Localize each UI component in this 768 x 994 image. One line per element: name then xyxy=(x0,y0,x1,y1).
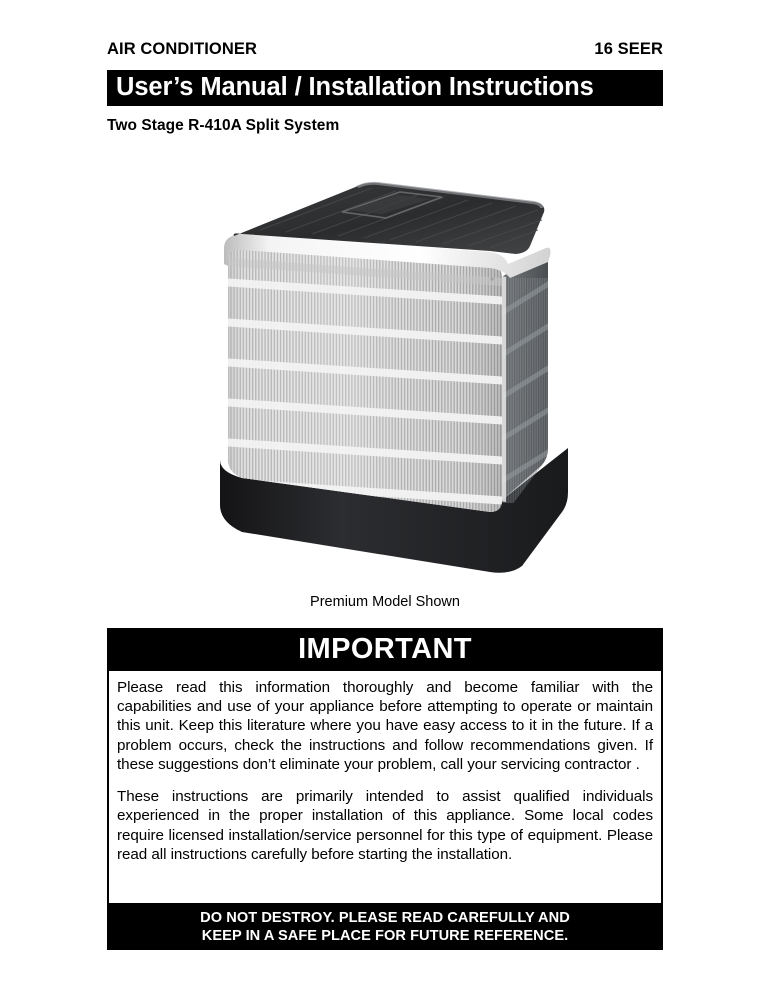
document-subtitle: Two Stage R-410A Split System xyxy=(107,117,340,134)
notice-paragraph-2: These instructions are primarily intended to assist qualified individuals experienced in the proper installation of this appliance. Some local codes require licensed installation/service personnel for this type of equipment. Please read all instructions carefully before starting the installation. xyxy=(117,788,653,863)
footer-warning-bar xyxy=(107,905,663,950)
footer-warning-line-2: KEEP IN A SAFE PLACE FOR FUTURE REFERENCE. xyxy=(201,927,569,944)
important-notice-heading: IMPORTANT xyxy=(298,633,472,665)
document-header-row xyxy=(107,41,663,58)
footer-warning-line-1: DO NOT DESTROY. PLEASE READ CAREFULLY AND xyxy=(200,910,570,927)
bezel-fastener xyxy=(490,277,493,280)
product-category-label: AIR CONDITIONER xyxy=(107,40,257,58)
important-notice-body xyxy=(107,671,663,905)
page-title: User’s Manual / Installation Instructions xyxy=(116,73,594,102)
product-photo-caption: Premium Model Shown xyxy=(310,594,460,610)
product-photo xyxy=(190,160,590,585)
notice-paragraph-1: Please read this information thoroughly and become familiar with the capabilities and use of your appliance before attempting to operate or maintain this unit. Keep this literature where you have easy access to it in the future. If a problem occurs, check the instructions and follow recommendations given. If these suggestions don’t eliminate your problem, call your servicing contractor . xyxy=(117,679,653,773)
document-title-bar xyxy=(107,70,663,106)
important-notice-header xyxy=(107,628,663,671)
condensing-unit-illustration xyxy=(190,160,590,585)
efficiency-rating-label: 16 SEER xyxy=(594,40,663,58)
